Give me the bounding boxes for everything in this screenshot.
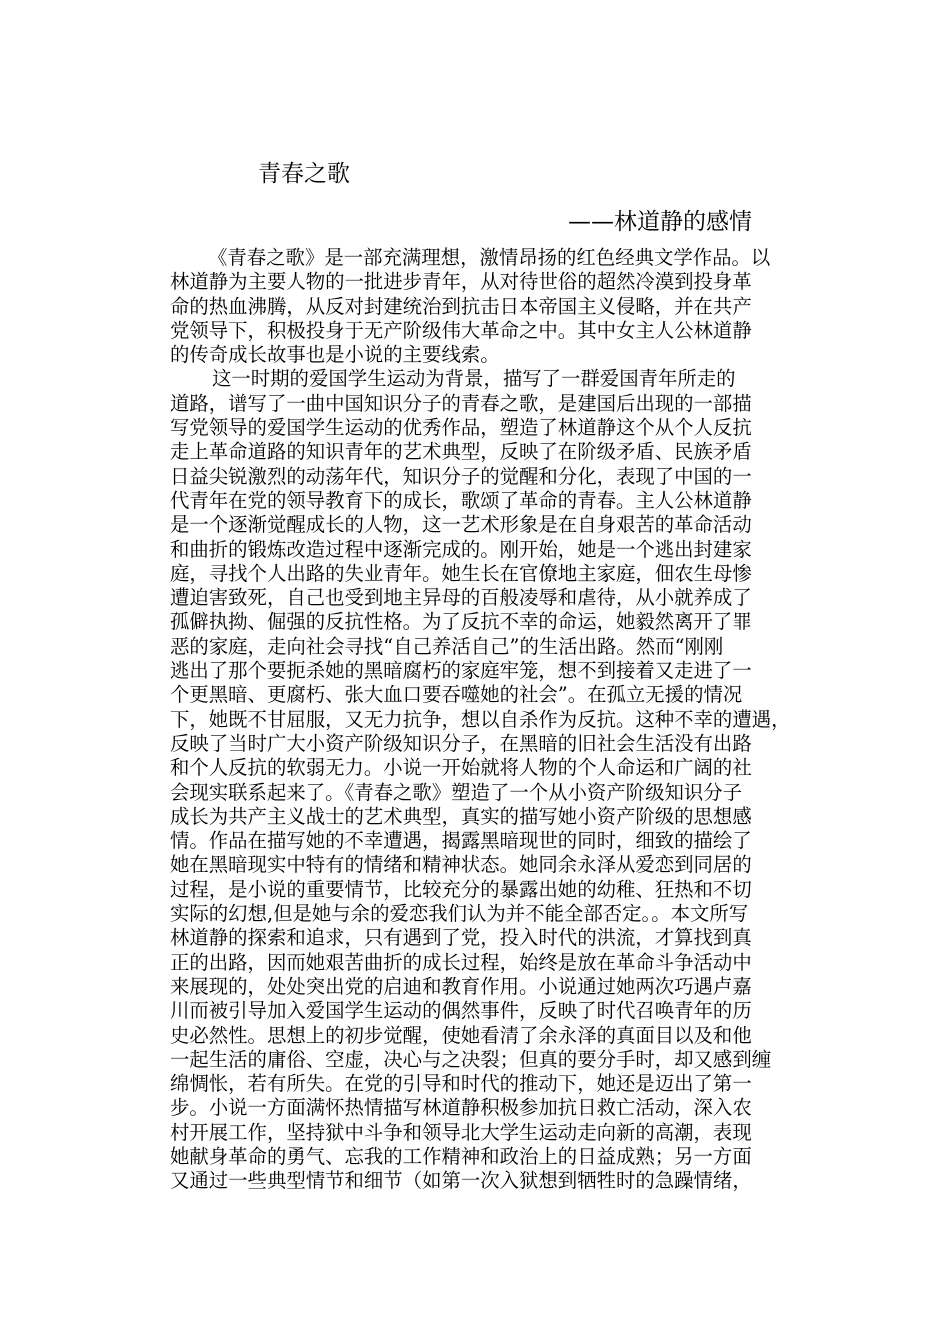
text-line: 史必然性。思想上的初步觉醒，使她看清了余永泽的真面目以及和他 [170, 1023, 752, 1047]
text-line: 反映了当时广大小资产阶级知识分子，在黑暗的旧社会生活没有出路 [170, 731, 752, 755]
text-line: 代青年在党的领导教育下的成长，歌颂了革命的青春。主人公林道静 [170, 488, 752, 512]
text-line: 村开展工作，坚持狱中斗争和领导北大学生运动走向新的高潮，表现 [170, 1120, 752, 1144]
text-line: 走上革命道路的知识青年的艺术典型，反映了在阶级矛盾、民族矛盾 [170, 440, 752, 464]
text-line: 会现实联系起来了。《青春之歌》塑造了一个从小资产阶级知识分子 [170, 780, 743, 804]
text-line: 个更黑暗、更腐朽、张大血口要吞噬她的社会”。在孤立无援的情况 [170, 683, 743, 707]
document-subtitle: ——林道静的感情 [568, 209, 752, 235]
text-line: 绵惆怅，若有所失。在党的引导和时代的推动下，她还是迈出了第一 [170, 1072, 752, 1096]
text-line: 一起生活的庸俗、空虚，决心与之决裂；但真的要分手时，却又感到缠 [170, 1047, 772, 1071]
document-title: 青春之歌 [258, 161, 350, 187]
text-line: 遭迫害致死，自己也受到地主异母的百般凌辱和虐待，从小就养成了 [170, 586, 752, 610]
text-line: 和个人反抗的软弱无力。小说一开始就将人物的个人命运和广阔的社 [170, 756, 752, 780]
text-line: 庭，寻找个人出路的失业青年。她生长在官僚地主家庭，佃农生母惨 [170, 561, 752, 585]
text-line: 逃出了那个要扼杀她的黑暗腐朽的家庭牢笼，想不到接着又走进了一 [170, 659, 752, 683]
text-line: 孤僻执拗、倔强的反抗性格。为了反抗不幸的命运，她毅然离开了罪 [170, 610, 752, 634]
text-line: 来展现的，处处突出党的启迪和教育作用。小说通过她两次巧遇卢嘉 [170, 974, 752, 998]
text-line: 林道静为主要人物的一批进步青年，从对待世俗的超然冷漠到投身革 [170, 270, 752, 294]
text-line: 成长为共产主义战士的艺术典型，真实的描写她小资产阶级的思想感 [170, 804, 752, 828]
text-line: 又通过一些典型情节和细节（如第一次入狱想到牺牲时的急躁情绪， [170, 1169, 752, 1193]
text-line: 川而被引导加入爱国学生运动的偶然事件，反映了时代召唤青年的历 [170, 999, 752, 1023]
text-line: 这一时期的爱国学生运动为背景，描写了一群爱国青年所走的 [212, 367, 736, 391]
text-line: 道路，谱写了一曲中国知识分子的青春之歌，是建国后出现的一部描 [170, 391, 752, 415]
text-line: 党领导下，积极投身于无产阶级伟大革命之中。其中女主人公林道静 [170, 318, 752, 342]
text-line: 命的热血沸腾，从反对封建统治到抗击日本帝国主义侵略，并在共产 [170, 294, 752, 318]
text-line: 写党领导的爱国学生运动的优秀作品，塑造了林道静这个从个人反抗 [170, 416, 752, 440]
text-line: 是一个逐渐觉醒成长的人物，这一艺术形象是在自身艰苦的革命活动 [170, 513, 752, 537]
body-text [170, 246, 820, 1194]
text-line: 恶的家庭，走向社会寻找“自己养活自己”的生活出路。然而“刚刚 [170, 634, 724, 658]
text-line: 《青春之歌》是一部充满理想，激情昂扬的红色经典文学作品。以 [208, 246, 771, 269]
text-line: 情。作品在描写她的不幸遭遇，揭露黑暗现世的同时，细致的描绘了 [170, 829, 752, 853]
text-line: 正的出路，因而她艰苦曲折的成长过程，始终是放在革命斗争活动中 [170, 950, 752, 974]
text-line: 过程，是小说的重要情节，比较充分的暴露出她的幼稚、狂热和不切 [170, 877, 752, 901]
text-line: 步。小说一方面满怀热情描写林道静积极参加抗日救亡活动，深入农 [170, 1096, 752, 1120]
text-line: 的传奇成长故事也是小说的主要线索。 [170, 343, 500, 367]
text-line: 日益尖锐激烈的动荡年代，知识分子的觉醒和分化，表现了中国的一 [170, 464, 752, 488]
text-line: 和曲折的锻炼改造过程中逐渐完成的。刚开始，她是一个逃出封建家 [170, 537, 752, 561]
text-line: 林道静的探索和追求，只有遇到了党，投入时代的洪流，才算找到真 [170, 926, 752, 950]
text-line: 实际的幻想,但是她与余的爱恋我们认为并不能全部否定。。本文所写 [170, 902, 749, 926]
text-line: 她献身革命的勇气、忘我的工作精神和政治上的日益成熟；另一方面 [170, 1144, 752, 1168]
text-line: 下，她既不甘屈服，又无力抗争，想以自杀作为反抗。这种不幸的遭遇， [170, 707, 791, 731]
text-line: 她在黑暗现实中特有的情绪和精神状态。她同余永泽从爱恋到同居的 [170, 853, 752, 877]
